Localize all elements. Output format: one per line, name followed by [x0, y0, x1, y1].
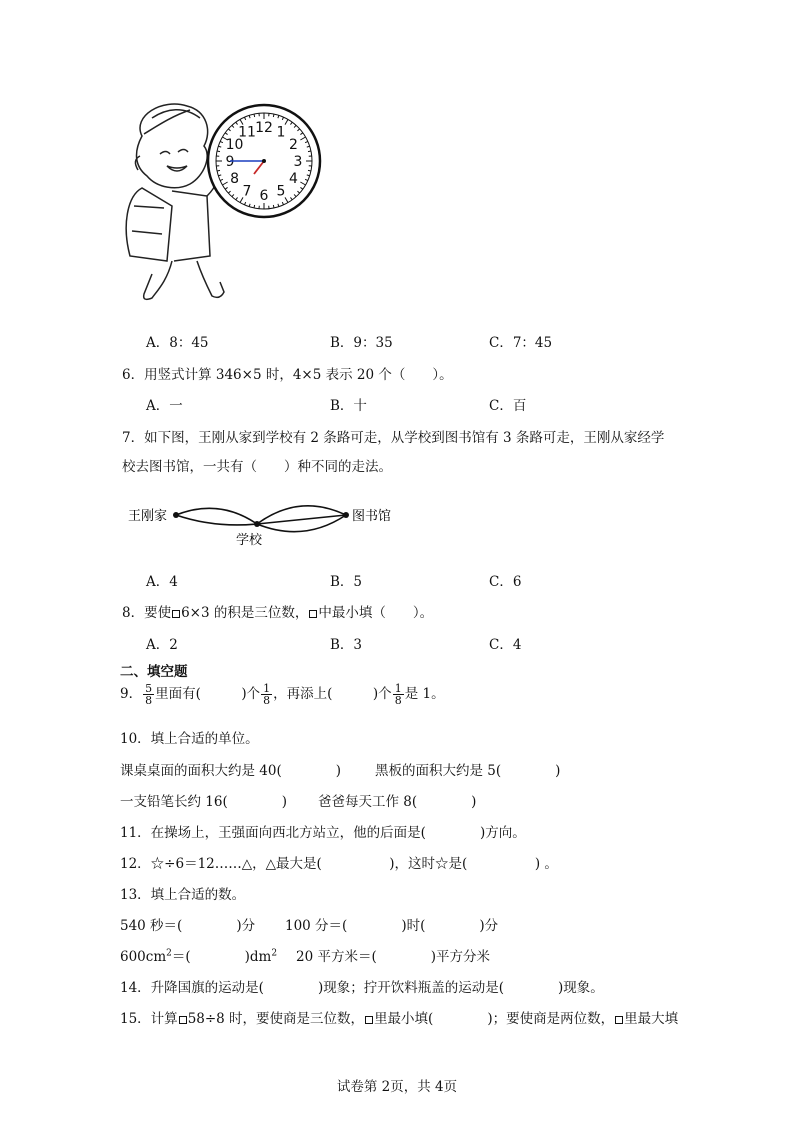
q7-line2: 校去图书馆，一共有（ ）种不同的走法。	[122, 459, 392, 475]
clock-number: 11	[238, 124, 256, 141]
clock-tick	[217, 151, 220, 152]
q6-option-b[interactable]: B．十	[330, 398, 367, 414]
q8-option-c[interactable]: C．4	[489, 637, 522, 653]
clock-tick	[308, 170, 311, 171]
q7-line1: 7．如下图，王刚从家到学校有 2 条路可走，从学校到图书馆有 3 条路可走，王刚从家经学	[122, 430, 665, 446]
blank-square-icon	[365, 1016, 373, 1024]
clock-number: 1	[276, 124, 286, 141]
q6-option-c[interactable]: C．百	[489, 398, 527, 414]
q5-option-a[interactable]: A．8：45	[146, 335, 209, 351]
q7-option-b[interactable]: B．5	[330, 574, 363, 590]
clock-number: 9	[225, 154, 235, 170]
q11-text[interactable]: 11．在操场上，王强面向西北方站立，他的后面是( )方向。	[120, 825, 526, 841]
clock-tick	[254, 205, 255, 208]
q7-option-a[interactable]: A．4	[146, 574, 178, 590]
q14-text[interactable]: 14．升降国旗的运动是( )现象；拧开饮料瓶盖的运动是( )现象。	[120, 980, 604, 996]
q8-option-a[interactable]: A．2	[146, 637, 178, 653]
blank-square-icon	[615, 1016, 623, 1024]
q10-item-d[interactable]: 爸爸每天工作 8( )	[318, 794, 477, 810]
boy-figure	[126, 104, 224, 299]
label-home: 王刚家	[128, 509, 168, 524]
route-diagram	[124, 498, 404, 550]
blank-square-icon	[172, 610, 180, 618]
q5-option-c[interactable]: C．7：45	[489, 335, 553, 351]
fraction-1-8: $\frac{1}{8}$	[394, 682, 402, 707]
q13-item-b[interactable]: 100 分＝( )时( )分	[285, 918, 499, 934]
q13-item-d[interactable]: 20 平方米＝( )平方分米	[296, 949, 491, 965]
q10-item-b[interactable]: 黑板的面积大约是 5( )	[375, 763, 561, 779]
clock-tick	[273, 114, 274, 117]
blank-square-icon	[309, 610, 317, 618]
section-title-fill-in: 二、填空题	[120, 664, 188, 680]
q6-option-a[interactable]: A．一	[146, 398, 183, 414]
q5-option-b[interactable]: B．9：35	[330, 335, 393, 351]
clock-tick	[273, 205, 274, 208]
clock-number: 10	[225, 137, 244, 153]
q7-option-c[interactable]: C．6	[489, 574, 522, 590]
clock-number: 8	[230, 171, 240, 187]
clock-number: 2	[288, 137, 298, 153]
clock-number: 5	[276, 183, 286, 200]
blank-square-icon	[179, 1016, 187, 1024]
clock-tick	[308, 151, 311, 152]
q8-option-b[interactable]: B．3	[330, 637, 363, 653]
page-footer: 试卷第 2页，共 4页	[336, 1079, 458, 1095]
q10-item-c[interactable]: 一支铅笔长约 16( )	[120, 794, 288, 810]
clock-tick	[217, 170, 220, 171]
label-library: 图书馆	[352, 509, 392, 524]
clock-number: 3	[293, 154, 303, 170]
q13-title: 13．填上合适的数。	[120, 887, 246, 903]
q10-title: 10．填上合适的单位。	[120, 731, 259, 747]
clock-number: 7	[242, 183, 252, 200]
q6-text: 6．用竖式计算 346×5 时，4×5 表示 20 个（ ）。	[122, 367, 453, 383]
q8-text: 8．要使 6×3 的积是三位数， 中最小填（ ）。	[122, 605, 434, 621]
clock-number: 6	[259, 188, 269, 204]
clock-tick	[254, 114, 255, 117]
clock-icon	[208, 105, 320, 217]
boy-with-clock-illustration	[112, 96, 327, 311]
label-school: 学校	[236, 533, 263, 548]
fraction-5-8: $\frac{5}{8}$	[145, 682, 153, 707]
fraction-1-8: $\frac{1}{8}$	[263, 682, 271, 707]
q13-item-c[interactable]: $600cm^2=$( )$dm^2$	[120, 948, 278, 965]
q9-text: 9． $\frac{5}{8}$ 里面有( )个 $\frac{1}{8}$ ，再添上( )个 $\frac{1}{8}$ 是 1。	[120, 682, 445, 707]
clock-number: 4	[288, 171, 298, 187]
q15-text[interactable]: 15．计算 58÷8 时，要使商是三位数， 里最小填( )；要使商是两位数， 里最大填	[120, 1011, 679, 1027]
clock-number: 12	[255, 120, 273, 136]
q10-item-a[interactable]: 课桌桌面的面积大约是 40( )	[120, 763, 342, 779]
q12-text[interactable]: 12．☆÷6＝12……△，△最大是( )，这时☆是( ) 。	[120, 856, 558, 872]
q13-item-a[interactable]: 540 秒＝( )分	[120, 918, 256, 934]
